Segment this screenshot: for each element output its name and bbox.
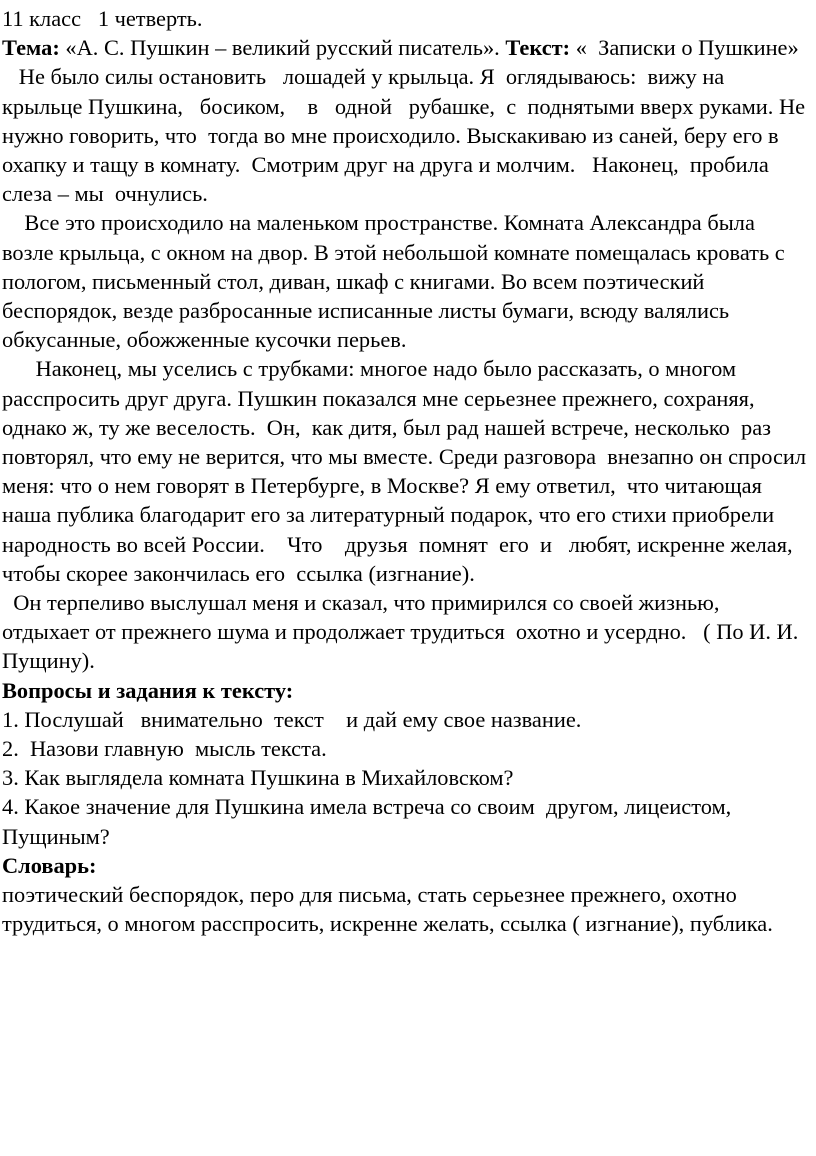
vocabulary-text: поэтический беспорядок, перо для письма, стать серьезнее прежнего, охотно трудиться, о многом расспросить, искренне желать, ссылка ( изгнание), публика. [2, 882, 773, 937]
questions-heading-text: Вопросы и задания к тексту: [2, 677, 294, 703]
question-item: 2. Назови главную мысль текста. [2, 736, 327, 762]
passage-paragraph-4: Он терпеливо выслушал меня и сказал, что примирился со своей жизнью, отдыхает от прежнего шума и продолжает трудиться охотно и усердно. ( По И. И. Пущину). [2, 590, 804, 674]
question-item: 4. Какое значение для Пушкина имела встреча со своим другом, лицеистом, Пущиным? [2, 794, 743, 849]
vocabulary-heading-text: Словарь: [2, 852, 97, 878]
question-item: 1. Послушай внимательно текст и дай ему свое название. [2, 706, 582, 732]
passage-paragraph-1: Не было силы остановить лошадей у крыльца. Я оглядываюсь: вижу на крыльце Пушкина, босиком, в одной рубашке, с поднятыми вверх руками. Не нужно говорить, что тогда во мне происходило. Выскакиваю из саней, беру его в охапку и тащу в комнату. Смотрим друг на друга и молчим. Наконец, пробила слеза – мы очнулись. [2, 64, 811, 207]
question-item: 3. Как выглядела комната Пушкина в Михайловском? [2, 765, 514, 791]
text-label: Текст: [505, 35, 571, 61]
passage-paragraph-2: Все это происходило на маленьком пространстве. Комната Александра была возле крыльца, с окном на двор. В этой небольшой комнате помещалась кровать с пологом, письменный стол, диван, шкаф с книгами. Во всем поэтический беспорядок, везде разбросанные исписанные листы бумаги, всюду валялись обкусанные, обожженные кусочки перьев. [2, 210, 791, 353]
vocabulary-heading [2, 851, 808, 880]
class-quarter-line: 11 класс 1 четверть. [2, 6, 203, 31]
text-title: « Записки о Пушкине» [570, 35, 799, 61]
topic-title: «А. С. Пушкин – великий русский писатель». [59, 35, 506, 61]
topic-line [2, 33, 808, 62]
passage-paragraph-3: Наконец, мы уселись с трубками: многое надо было рассказать, о многом расспросить друг друга. Пушкин показался мне серьезнее прежнего, сохраняя, однако ж, ту же веселость. Он, как дитя, был рад нашей встрече, несколько раз повторял, что ему не верится, что мы вместе. Среди разговора внезапно он спросил меня: что о нем говорят в Петербурге, в Москве? Я ему ответил, что читающая наша публика благодарит его за литературный подарок, что его стихи приобрели народность во всей России. Что друзья помнят его и любят, искренне желая, чтобы скорее закончилась его ссылка (изгнание). [2, 356, 812, 586]
topic-label: Тема: [2, 35, 60, 61]
questions-heading [2, 676, 808, 705]
